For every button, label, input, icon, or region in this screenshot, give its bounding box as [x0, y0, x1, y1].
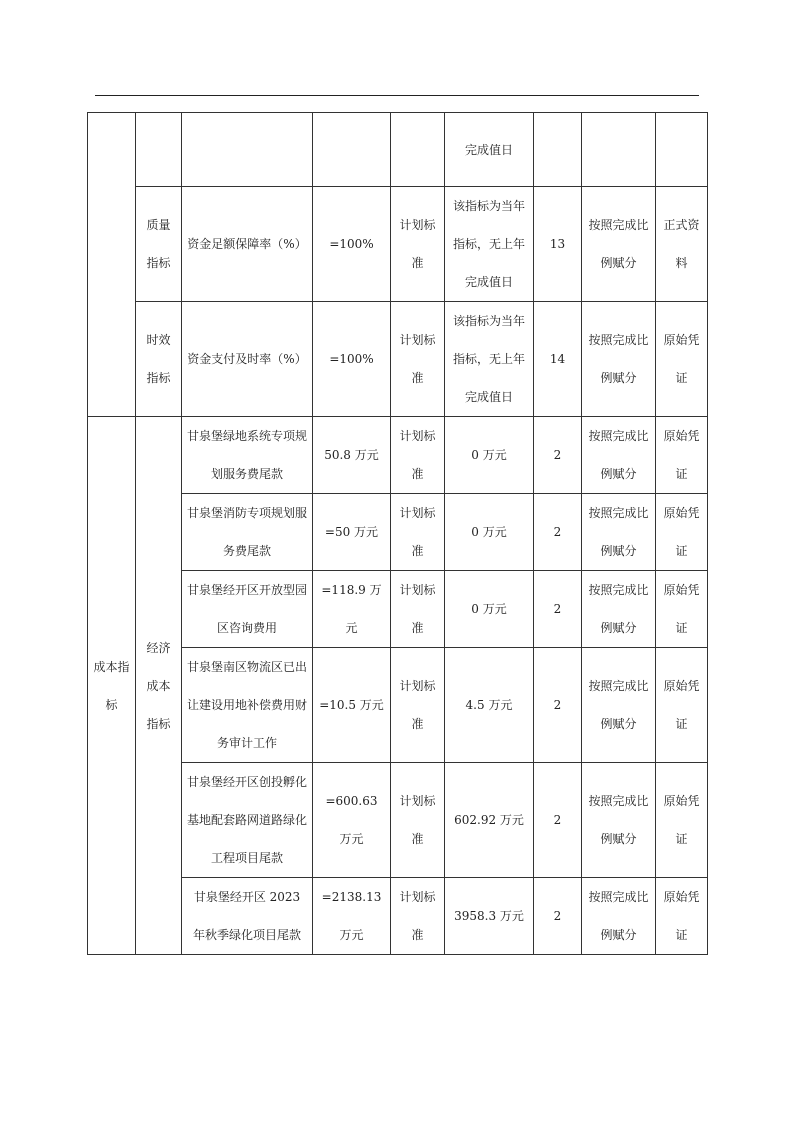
target-cell: =50 万元: [313, 494, 391, 571]
item-cell: 甘泉堡绿地系统专项规划服务费尾款: [182, 417, 313, 494]
table-row: [88, 187, 708, 302]
target-cell: =10.5 万元: [313, 648, 391, 763]
method-cell: [582, 113, 656, 187]
basis-cell: 计划标准: [391, 878, 445, 955]
method-cell: 按照完成比例赋分: [582, 763, 656, 878]
method-cell: 按照完成比例赋分: [582, 187, 656, 302]
source-cell: 原始凭证: [656, 763, 708, 878]
score-cell: 2: [534, 763, 582, 878]
method-cell: 按照完成比例赋分: [582, 417, 656, 494]
source-cell: 原始凭证: [656, 648, 708, 763]
basis-cell: 计划标准: [391, 187, 445, 302]
score-cell: 2: [534, 571, 582, 648]
table-row: [88, 113, 708, 187]
item-cell: 甘泉堡经开区创投孵化基地配套路网道路绿化工程项目尾款: [182, 763, 313, 878]
sub-indicator-cell: 质量指标: [136, 187, 182, 302]
score-cell: 2: [534, 494, 582, 571]
basis-cell: 计划标准: [391, 494, 445, 571]
prev-value-cell: 0 万元: [445, 571, 534, 648]
target-cell: =2138.13 万元: [313, 878, 391, 955]
method-cell: 按照完成比例赋分: [582, 648, 656, 763]
target-cell: =100%: [313, 302, 391, 417]
method-cell: 按照完成比例赋分: [582, 571, 656, 648]
target-cell: =600.63 万元: [313, 763, 391, 878]
item-cell: 甘泉堡经开区开放型园区咨询费用: [182, 571, 313, 648]
category-cell: [88, 113, 136, 417]
score-cell: 13: [534, 187, 582, 302]
method-cell: 按照完成比例赋分: [582, 878, 656, 955]
target-cell: [313, 113, 391, 187]
source-cell: 原始凭证: [656, 494, 708, 571]
basis-cell: 计划标准: [391, 648, 445, 763]
item-cell: 甘泉堡南区物流区已出让建设用地补偿费用财务审计工作: [182, 648, 313, 763]
prev-value-cell: 完成值日: [445, 113, 534, 187]
table-row: [88, 302, 708, 417]
score-cell: [534, 113, 582, 187]
prev-value-cell: 该指标为当年指标，无上年完成值日: [445, 302, 534, 417]
basis-cell: [391, 113, 445, 187]
prev-value-cell: 0 万元: [445, 494, 534, 571]
item-cell: 甘泉堡经开区 2023 年秋季绿化项目尾款: [182, 878, 313, 955]
source-cell: 原始凭证: [656, 571, 708, 648]
target-cell: 50.8 万元: [313, 417, 391, 494]
target-cell: =100%: [313, 187, 391, 302]
basis-cell: 计划标准: [391, 417, 445, 494]
sub-indicator-cell: [136, 113, 182, 187]
score-cell: 2: [534, 648, 582, 763]
indicator-table: [87, 112, 708, 955]
category-cell: 成本指标: [88, 417, 136, 955]
item-cell: [182, 113, 313, 187]
score-cell: 2: [534, 878, 582, 955]
method-cell: 按照完成比例赋分: [582, 494, 656, 571]
score-cell: 14: [534, 302, 582, 417]
basis-cell: 计划标准: [391, 302, 445, 417]
source-cell: 正式资料: [656, 187, 708, 302]
item-cell: 资金支付及时率（%）: [182, 302, 313, 417]
basis-cell: 计划标准: [391, 571, 445, 648]
item-cell: 资金足额保障率（%）: [182, 187, 313, 302]
header-rule: [95, 95, 699, 96]
prev-value-cell: 0 万元: [445, 417, 534, 494]
sub-indicator-cell: 时效指标: [136, 302, 182, 417]
item-cell: 甘泉堡消防专项规划服务费尾款: [182, 494, 313, 571]
basis-cell: 计划标准: [391, 763, 445, 878]
target-cell: =118.9 万元: [313, 571, 391, 648]
sub-indicator-cell: 经济成本指标: [136, 417, 182, 955]
source-cell: 原始凭证: [656, 417, 708, 494]
prev-value-cell: 3958.3 万元: [445, 878, 534, 955]
prev-value-cell: 602.92 万元: [445, 763, 534, 878]
source-cell: 原始凭证: [656, 878, 708, 955]
method-cell: 按照完成比例赋分: [582, 302, 656, 417]
source-cell: 原始凭证: [656, 302, 708, 417]
prev-value-cell: 4.5 万元: [445, 648, 534, 763]
prev-value-cell: 该指标为当年指标，无上年完成值日: [445, 187, 534, 302]
table-row: [88, 417, 708, 494]
source-cell: [656, 113, 708, 187]
score-cell: 2: [534, 417, 582, 494]
